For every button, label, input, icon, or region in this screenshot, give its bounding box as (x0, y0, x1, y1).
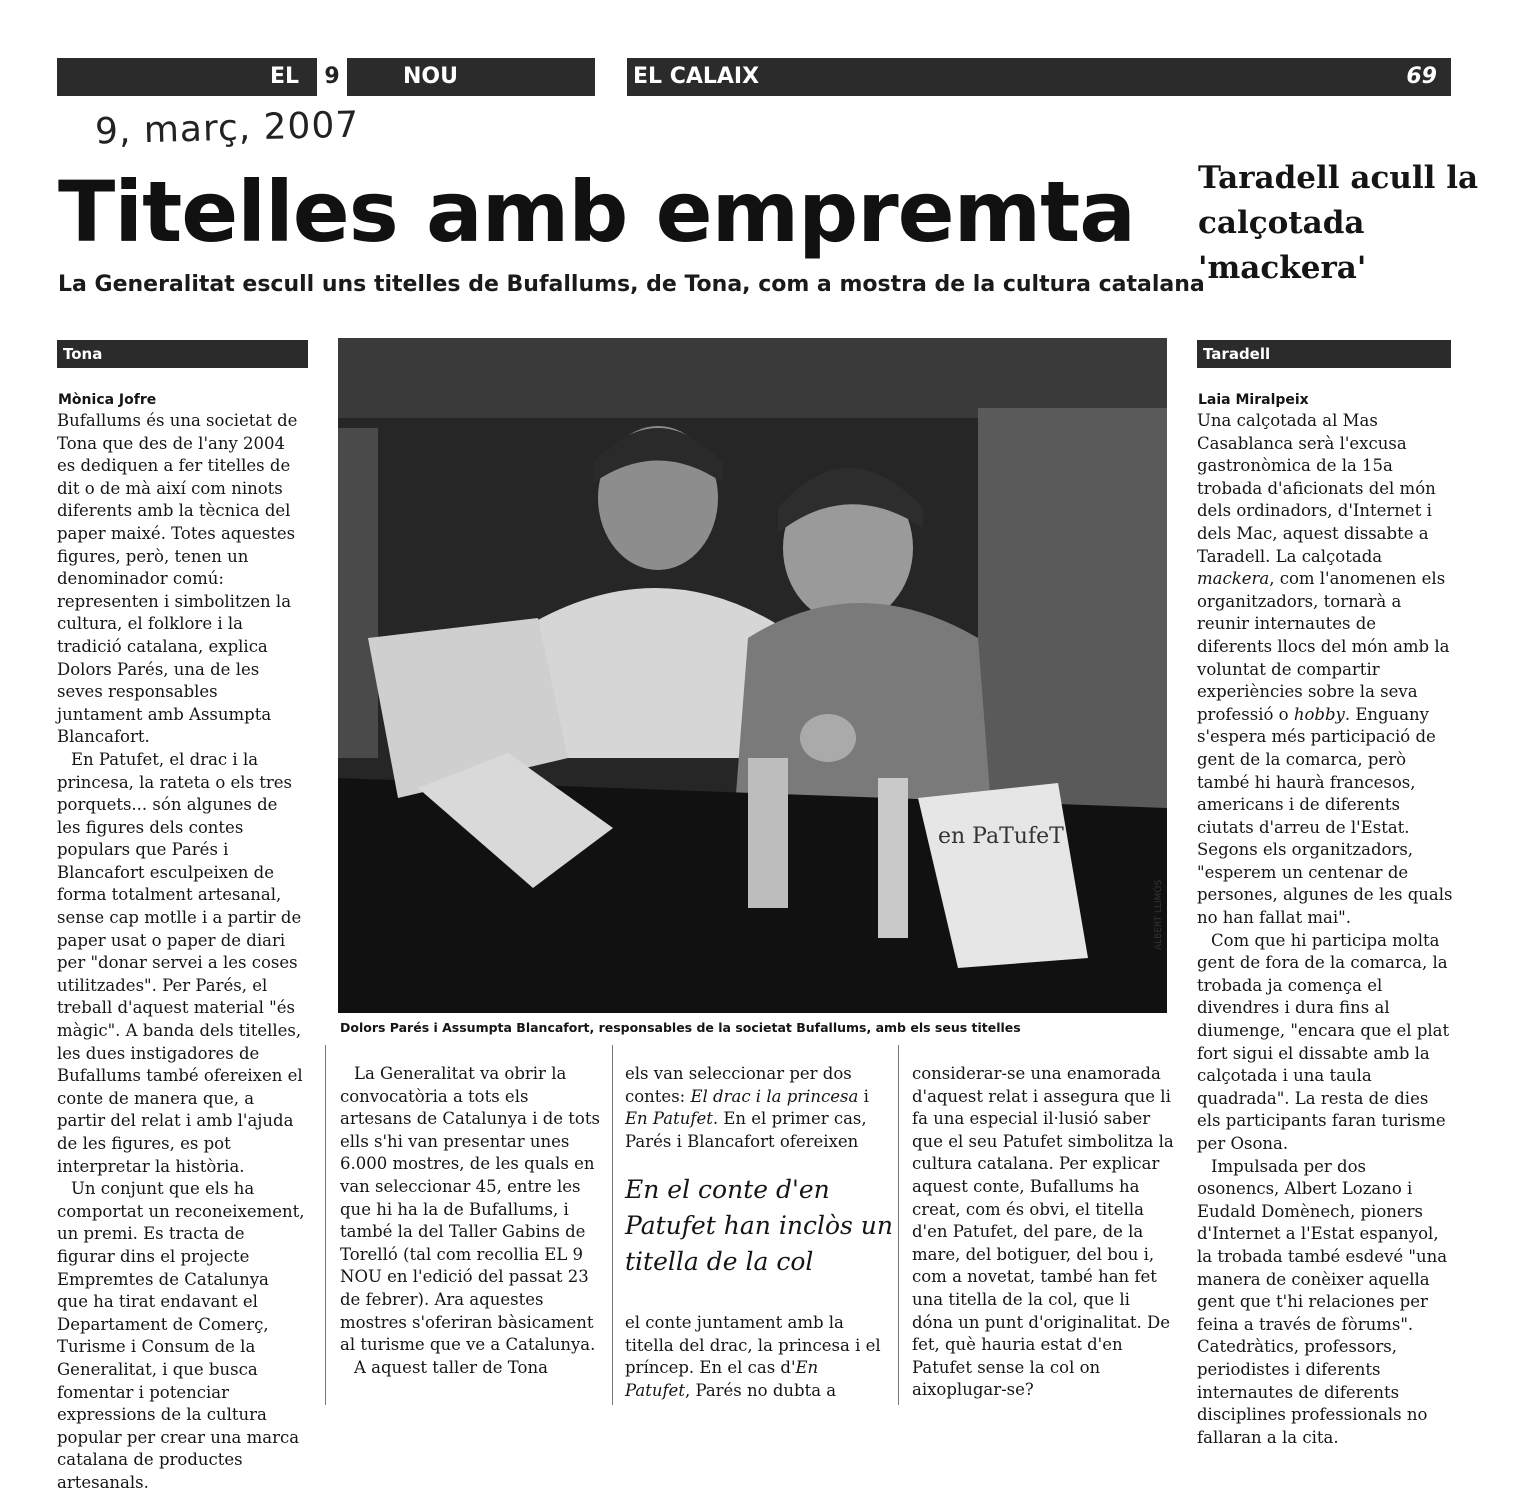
subheadline: La Generalitat escull uns titelles de Bufallums, de Tona, com a mostra de la cultura catalana (58, 272, 1205, 297)
main-column-3-bottom (625, 1312, 887, 1402)
book-title: en PaTufeT (938, 824, 1064, 849)
masthead-nou: NOU (403, 64, 458, 89)
paragraph: La Generalitat va obrir la convocatòria a tots els artesans de Catalunya i de tots ells s'hi van presentar unes 6.000 mostres, de les quals en van seleccionar 45, entre les que hi ha la de Bufallums, i també la del Taller Gabins de Torelló (tal com recollia EL 9 NOU en l'edició del passat 23 de febrer). Ara aquestes mostres s'oferiran bàsicament al turisme que ve a Catalunya. (340, 1064, 600, 1355)
masthead-el: EL (269, 64, 299, 89)
photo-illustration (338, 338, 1167, 1013)
paragraph: Bufallums és una societat de Tona que des de l'any 2004 es dediquen a fer titelles de dit o de mà així com ninots diferents amb la tècnica del paper maixé. Totes aquestes figures, però, tenen un denominador comú: representen i simbolitzen la cultura, el folklore i la tradició catalana, explica Dolors Parés, una de les seves responsables juntament amb Assumpta Blancafort. (57, 411, 298, 747)
column-divider (898, 1045, 899, 1405)
paragraph: el conte juntament amb la titella del drac, la princesa i el príncep. En el cas d'En Patufet, Parés no dubta a (625, 1313, 881, 1400)
section-name: EL CALAIX (633, 64, 760, 89)
paragraph: Un conjunt que els ha comportat un reconeixement, un premi. Es tracta de figurar dins el projecte Empremtes de Catalunya que ha tirat endavant el Departament de Comerç, Turisme i Consum de la Generalitat, i que busca fomentar i potenciar expressions de la cultura popular per crear una marca catalana de productes artesanals. (57, 1179, 305, 1492)
paragraph: Impulsada per dos osonencs, Albert Lozano i Eudald Domènech, pioners d'Internet a l'Estat espanyol, la trobada també esdevé "una manera de conèixer aquella gent que t'hi relaciones per feina a través de fòrums". Catedràtics, professors, periodistes i diferents internautes de diferents disciplines professionals no fallaran a la cita. (1197, 1156, 1448, 1447)
byline-side: Laia Miralpeix (1198, 392, 1309, 408)
main-column-1 (57, 410, 305, 1495)
masthead-nine: 9 (317, 58, 347, 96)
main-column-2 (340, 1063, 602, 1379)
article-photo (338, 338, 1167, 1013)
paragraph: Una calçotada al Mas Casablanca serà l'excusa gastronòmica de la 15a trobada d'aficionats del món dels ordinadors, d'Internet i dels Mac, aquest dissabte a Taradell. La calçotada mackera, com l'anomenen els organitzadors, tornarà a reunir internautes de diferents llocs del món amb la voluntat de compartir experiències sobre la seva professió o hobby. Enguany s'espera més participació de gent de la comarca, però també hi haurà francesos, americans i de diferents ciutats d'arreu de l'Estat. Segons els organitzadors, "esperem un centenar de persones, algunes de les quals no han fallat mai". (1197, 411, 1453, 928)
side-headline: Taradell acull la calçotada 'mackera' (1198, 160, 1479, 286)
side-column (1197, 410, 1453, 1449)
paragraph: els van seleccionar per dos contes: El drac i la princesa i En Patufet. En el primer cas, Parés i Blancafort ofereixen (625, 1064, 869, 1151)
main-column-4 (912, 1063, 1174, 1402)
photo-credit: ALBERT LLIMÓS (1154, 879, 1164, 950)
column-divider (612, 1045, 613, 1405)
headline: Titelles amb empremta (58, 163, 1135, 261)
handwritten-date: 9, març, 2007 (94, 104, 360, 153)
pull-quote: En el conte d'en Patufet han inclòs un titella de la col (625, 1175, 893, 1276)
paragraph: En Patufet, el drac i la princesa, la rateta o els tres porquets... són algunes de les figures dels contes populars que Parés i Blancafort esculpeixen de forma totalment artesanal, sense cap motlle i a partir de paper usat o paper de diari per "donar servei a les coses utilitzades". Per Parés, el treball d'aquest material "és màgic". A banda dels titelles, les dues instigadores de Bufallums també ofereixen el conte de manera que, a partir del relat i amb l'ajuda de les figures, es pot interpretar la història. (57, 749, 303, 1176)
paragraph: considerar-se una enamorada d'aquest relat i assegura que li fa una especial il·lusió saber que el seu Patufet simbolitza la cultura catalana. Per explicar aquest conte, Bufallums ha creat, com és obvi, el titella d'en Patufet, del pare, de la mare, del botiguer, del bou i, com a novetat, també han fet una titella de la col, que li dóna un punt d'originalitat. De fet, què hauria estat d'en Patufet sense la col on aixoplugar-se? (912, 1064, 1174, 1400)
location-label-taradell: Taradell (1197, 340, 1451, 368)
main-column-3-top (625, 1063, 887, 1153)
paragraph: A aquest taller de Tona (354, 1357, 548, 1377)
photo-caption: Dolors Parés i Assumpta Blancafort, responsables de la societat Bufallums, amb els seus titelles (340, 1020, 1021, 1035)
page-number: 69 (1406, 64, 1437, 89)
masthead-bar-left (57, 58, 595, 96)
column-divider (325, 1045, 326, 1405)
byline-main: Mònica Jofre (58, 392, 157, 408)
masthead-bar-right (627, 58, 1451, 96)
paragraph: Com que hi participa molta gent de fora de la comarca, la trobada ja comença el divendres i dura fins al diumenge, "encara que el plat fort sigui el dissabte amb la calçotada i una taula quadrada". La resta de dies els participants faran turisme per Osona. (1197, 930, 1450, 1153)
location-label-tona: Tona (57, 340, 308, 368)
